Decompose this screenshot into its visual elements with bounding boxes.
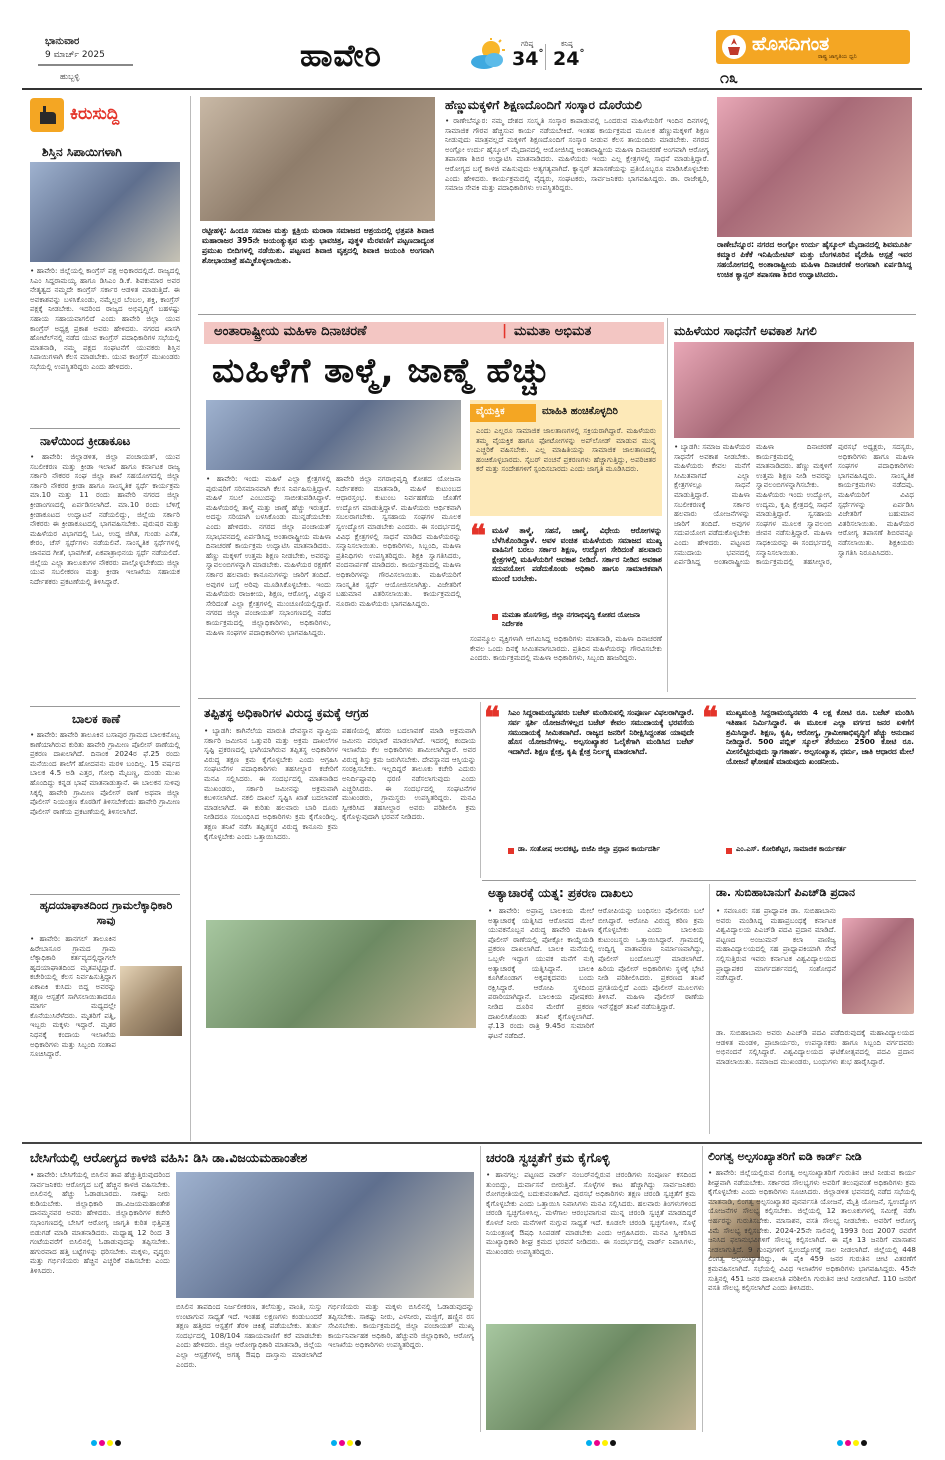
main-quote [470, 519, 662, 630]
quote-samajika-by: ಎಂ.ಎಸ್. ಕೋರಿಶೆಟ್ಟರ, ಸಾಮಾಜಿಕ ಕಾರ್ಯಕರ್ತ [736, 845, 847, 853]
arogya-photo [176, 1172, 474, 1298]
weather-max [512, 48, 543, 70]
masthead-day: ಭಾನುವಾರ [45, 36, 80, 47]
hrudaya-photo [120, 966, 182, 1036]
column-rule [190, 96, 191, 1141]
kicker-right: ಮಮತಾ ಅಭಿಮತ [514, 324, 592, 339]
weather-min [553, 48, 584, 70]
samskara-title: ಹೆಣ್ಣುಮಕ್ಕಳಿಗೆ ಶಿಕ್ಷಣದೊಂದಿಗೆ ಸಂಸ್ಕಾರ ದೊರೆಯಲಿ [445, 98, 642, 112]
kicker-sep: | [502, 323, 508, 339]
info-body: ಎಂದು ಎಲ್ಲರೂ ಸಾಮಾಜಿಕ ಜಾಲತಾಣಗಳಲ್ಲಿ ಸಕ್ರಿಯರಾಗಿದ್ದಾರೆ. ಮಹಿಳೆಯರು ತಮ್ಮ ವೈಯಕ್ತಿಕ ಹಾಗೂ ಫೋಟೋಗಳನ್ನು ಅಪ್‌ಲೋಡ್ ಮಾಡುವ ಮುನ್ನ ಎಚ್ಚರಿಕೆ ವಹಿಸಬೇಕು. ಎಲ್ಲ ಮಾಹಿತಿಯನ್ನು ಸಾಮಾಜಿಕ ಜಾಲತಾಣದಲ್ಲಿ ಹಂಚಿಕೊಳ್ಳಬಾರದು. ಸೈಬರ್ ವಂಚನೆ ಪ್ರಕರಣಗಳು ಹೆಚ್ಚಾಗುತ್ತಿದ್ದು, ಅಪರಿಚಿತರ ಕರೆ ಮತ್ತು ಸಂದೇಶಗಳಿಗೆ ಸ್ಪಂದಿಸಬಾರದು ಎಂದು ಜಾಗೃತಿ ಮೂಡಿಸಿದರು. [476, 426, 656, 474]
kirusuddi-subtitle: ಶಿಸ್ತಿನ ಸಿಪಾಯಿಗಳಾಗಿ [42, 145, 122, 159]
main-quote-text: ಮಹಿಳೆ ತಾಳ್ಮೆ, ಸಹನೆ, ಜಾಣ್ಮೆ, ವಿಧೇಯ ಆರೋಗಳನ್ನು ಬೆಳೆಸಿಕೊಂಡಿದ್ದಾಳೆ. ಅವಳ ವಂಚಿತ ಮಹಿಳೆಯರು ಸಮಾಜದ ಮುಖ್ಯ ವಾಹಿನಿಗೆ ಬರಲು ಸರ್ಕಾರ ಶಿಕ್ಷಣ, ಉದ್ಯೋಗ ಸೇರಿದಂತೆ ಹಲವಾರು ಕ್ಷೇತ್ರಗಳಲ್ಲಿ ಮಹಿಳೆಯರಿಗೆ ಅವಕಾಶ ನೀಡಿದೆ. ಸರ್ಕಾರ ನೀಡಿದ ಅವಕಾಶ ಸದುಪಯೋಗ ಪಡೆದುಕೊಂಡು ಅಧಿಕಾರಿ ಹಾಗೂ ಸಾಮಾಜಿಕವಾಗಿ ಮುಂದೆ ಬರಬೇಕು. [492, 526, 662, 583]
main-kicker [204, 322, 664, 344]
registration-dot [355, 1440, 361, 1446]
main-body-b: ಹಾವೇರಿ ಜಿಲ್ಲಾ ನಗರಾಭಿವೃದ್ಧಿ ಕೋಶದ ಯೋಜನಾ ನಿರ್ದೇಶಕರು ಮಾತನಾಡಿ, ಮಹಿಳೆ ಕುಟುಂಬದ ಆಧಾರಸ್ತಂಭ. ಕುಟುಂಬ ನಿರ್ವಹಣೆಯ ಜೊತೆಗೆ ಉದ್ಯೋಗ ಮಾಡುತ್ತಿದ್ದಾಳೆ. ಮಹಿಳೆಯರು ಆರ್ಥಿಕವಾಗಿ ಸಬಲರಾಗಬೇಕು. ಸ್ವಸಹಾಯ ಸಂಘಗಳ ಮೂಲಕ ಸ್ವಉದ್ಯೋಗ ಮಾಡಬೇಕು ಎಂದರು. ಈ ಸಂದರ್ಭದಲ್ಲಿ ವಿವಿಧ ಕ್ಷೇತ್ರಗಳಲ್ಲಿ ಸಾಧನೆ ಮಾಡಿದ ಮಹಿಳೆಯರನ್ನು ಸನ್ಮಾನಿಸಲಾಯಿತು. ಅಧಿಕಾರಿಗಳು, ಸಿಬ್ಬಂದಿ, ಮಹಿಳಾ ಪ್ರತಿನಿಧಿಗಳು ಉಪಸ್ಥಿತರಿದ್ದರು. ಶಿಕ್ಷಕಿ ಸ್ವಾಗತಿಸಿದರು, ವಂದನಾರ್ಪಣೆ ಮಾಡಿದರು. ಕಾರ್ಯಕ್ರಮದಲ್ಲಿ ಮಹಿಳಾ ಅಧಿಕಾರಿಗಳನ್ನು ಗೌರವಿಸಲಾಯಿತು. ಮಹಿಳೆಯರಿಗೆ ಸಾಂಸ್ಕೃತಿಕ ಸ್ಪರ್ಧೆ ಆಯೋಜಿಸಲಾಗಿತ್ತು. ವಿಜೇತರಿಗೆ ಬಹುಮಾನ ವಿತರಿಸಲಾಯಿತು. ಕಾರ್ಯಕ್ರಮದಲ್ಲಿ ನೂರಾರು ಮಹಿಳೆಯರು ಭಾಗವಹಿಸಿದ್ದರು. [336, 474, 461, 608]
kirusuddi-badge [30, 98, 152, 132]
registration-dot [594, 1440, 600, 1446]
krida-body: • ಹಾವೇರಿ: ಜಿಲ್ಲಾಡಳಿತ, ಜಿಲ್ಲಾ ಪಂಚಾಯತ್, ಯುವ ಸಬಲೀಕರಣ ಮತ್ತು ಕ್ರೀಡಾ ಇಲಾಖೆ ಹಾಗೂ ಕರ್ನಾಟಕ ರಾಜ್ಯ ಸರ್ಕಾರಿ ನೌಕರರ ಸಂಘ ಜಿಲ್ಲಾ ಶಾಖೆ ಸಹಯೋಗದಲ್ಲಿ ಜಿಲ್ಲಾ ಸರ್ಕಾರಿ ನೌಕರರ ಕ್ರೀಡಾ ಹಾಗೂ ಸಾಂಸ್ಕೃತಿಕ ಸ್ಪರ್ಧೆ ಕಾರ್ಯಕ್ರಮ ಮಾ.10 ಮತ್ತು 11 ರಂದು ಹಾವೇರಿ ನಗರದ ಜಿಲ್ಲಾ ಕ್ರೀಡಾಂಗಣದಲ್ಲಿ ಏರ್ಪಡಿಸಲಾಗಿದೆ. ಮಾ.10 ರಂದು ಬೆಳಿಗ್ಗೆ ಕ್ರೀಡಾಕೂಟದ ಉದ್ಘಾಟನೆ ನಡೆಯಲಿದ್ದು, ಜಿಲ್ಲೆಯ ಸರ್ಕಾರಿ ನೌಕರರು ಈ ಕ್ರೀಡಾಕೂಟದಲ್ಲಿ ಭಾಗವಹಿಸಬೇಕು. ಪುರುಷರ ಮತ್ತು ಮಹಿಳೆಯರ ವಿಭಾಗದಲ್ಲಿ ಓಟ, ಉದ್ದ ಜಿಗಿತ, ಗುಂಡು ಎಸೆತ, ಕೇರಂ, ಚೆಸ್ ಸ್ಪರ್ಧೆಗಳು ನಡೆಯಲಿವೆ. ಸಾಂಸ್ಕೃತಿಕ ಸ್ಪರ್ಧೆಗಳಲ್ಲಿ ಜಾನಪದ ಗೀತೆ, ಭಾವಗೀತೆ, ಏಕಪಾತ್ರಾಭಿನಯ ಸ್ಪರ್ಧೆ ನಡೆಯಲಿದೆ. ಜಿಲ್ಲೆಯ ಎಲ್ಲಾ ತಾಲೂಕುಗಳ ನೌಕರರು ಪಾಲ್ಗೊಳ್ಳಬೇಕೆಂದು ಜಿಲ್ಲಾ ಯುವ ಸಬಲೀಕರಣ ಮತ್ತು ಕ್ರೀಡಾ ಇಲಾಖೆಯ ಸಹಾಯಕ ನಿರ್ದೇಶಕರು ಪ್ರಕಟಣೆಯಲ್ಲಿ ತಿಳಿಸಿದ್ದಾರೆ. [30, 452, 180, 586]
main-body-a: • ಹಾವೇರಿ: ಇಂದು ಮಹಿಳೆ ಎಲ್ಲಾ ಕ್ಷೇತ್ರಗಳಲ್ಲಿ ಪುರುಷರಿಗೆ ಸರಿಸಮಾನವಾಗಿ ಕೆಲಸ ನಿರ್ವಹಿಸುತ್ತಿದ್ದಾಳೆ. ಮಹಿಳೆ ಸಬಲೆ ಎಂಬುದನ್ನು ಸಾಬೀತುಪಡಿಸಿದ್ದಾಳೆ. ಮಹಿಳೆಯರಲ್ಲಿ ತಾಳ್ಮೆ ಮತ್ತು ಜಾಣ್ಮೆ ಹೆಚ್ಚು ಇರುತ್ತದೆ. ಅದನ್ನು ಸರಿಯಾಗಿ ಬಳಸಿಕೊಂಡು ಮುನ್ನಡೆಯಬೇಕು ಎಂದು ಹೇಳಿದರು. ನಗರದ ಜಿಲ್ಲಾ ಪಂಚಾಯತ್ ಸಭಾಭವನದಲ್ಲಿ ಏರ್ಪಡಿಸಿದ್ದ ಅಂತಾರಾಷ್ಟ್ರೀಯ ಮಹಿಳಾ ದಿನಾಚರಣೆ ಕಾರ್ಯಕ್ರಮ ಉದ್ಘಾಟಿಸಿ ಮಾತನಾಡಿದರು. ಹೆಣ್ಣು ಮಕ್ಕಳಿಗೆ ಉತ್ತಮ ಶಿಕ್ಷಣ ನೀಡಬೇಕು, ಅವರನ್ನು ಸ್ವಾವಲಂಬಿಗಳನ್ನಾಗಿ ಮಾಡಬೇಕು. ಮಹಿಳೆಯರ ರಕ್ಷಣೆಗೆ ಸರ್ಕಾರ ಹಲವಾರು ಕಾನೂನುಗಳನ್ನು ಜಾರಿಗೆ ತಂದಿದೆ. ಅವುಗಳ ಬಗ್ಗೆ ಅರಿವು ಮೂಡಿಸಿಕೊಳ್ಳಬೇಕು. ಇಂದು ಮಹಿಳೆಯರು ರಾಜಕೀಯ, ಶಿಕ್ಷಣ, ಆರೋಗ್ಯ, ವಿಜ್ಞಾನ ಸೇರಿದಂತೆ ಎಲ್ಲಾ ಕ್ಷೇತ್ರಗಳಲ್ಲಿ ಮುಂಚೂಣಿಯಲ್ಲಿದ್ದಾರೆ. ನಗರದ ಜಿಲ್ಲಾ ಪಂಚಾಯತ್ ಸಭಾಂಗಣದಲ್ಲಿ ನಡೆದ ಕಾರ್ಯಕ್ರಮದಲ್ಲಿ ಜಿಲ್ಲಾಧಿಕಾರಿಗಳು, ಅಧಿಕಾರಿಗಳು, ಮಹಿಳಾ ಸಂಘಗಳ ಪದಾಧಿಕಾರಿಗಳು ಭಾಗವಹಿಸಿದ್ದರು. [206, 474, 331, 637]
registration-dot [610, 1440, 616, 1446]
weather-max-value: 34 [512, 48, 539, 70]
atyachara-body-b: ಆರೋಪಿಯನ್ನು ಬಂಧಿಸಲು ಪೊಲೀಸರು ಬಲೆ ಬೀಸಿದ್ದಾರೆ. ಆರೋಪಿ ವಿರುದ್ಧ ಕಠಿಣ ಕ್ರಮ ಕೈಗೊಳ್ಳಬೇಕು ಎಂದು ಬಾಲಕಿಯ ಕುಟುಂಬಸ್ಥರು ಒತ್ತಾಯಿಸಿದ್ದಾರೆ. ಗ್ರಾಮದಲ್ಲಿ ಉದ್ವಿಗ್ನ ವಾತಾವರಣ ನಿರ್ಮಾಣವಾಗಿದ್ದು, ಪೊಲೀಸ್ ಬಂದೋಬಸ್ತ್ ಮಾಡಲಾಗಿದೆ. ಹಿರಿಯ ಪೊಲೀಸ್ ಅಧಿಕಾರಿಗಳು ಸ್ಥಳಕ್ಕೆ ಭೇಟಿ ನೀಡಿ ಪರಿಶೀಲಿಸಿದರು. ಪ್ರಕರಣದ ತನಿಖೆ ಪ್ರಗತಿಯಲ್ಲಿದೆ ಎಂದು ಪೊಲೀಸ್ ಮೂಲಗಳು ತಿಳಿಸಿವೆ. ಮಹಿಳಾ ಪೊಲೀಸ್ ಠಾಣೆಯ ಇನ್‌ಸ್ಪೆಕ್ಟರ್ ತನಿಖೆ ನಡೆಸುತ್ತಿದ್ದಾರೆ. [598, 906, 704, 1011]
weather-icon [467, 38, 511, 72]
registration-dot [99, 1440, 105, 1446]
section-rule [482, 880, 916, 881]
hrudaya-body: • ಹಾವೇರಿ: ಹಾನಗಲ್ ತಾಲೂಕಿನ ಹಿರೇಬಾಸೂರ ಗ್ರಾಮದ ಗ್ರಾಮ ಲೆಕ್ಕಾಧಿಕಾರಿ ಕರ್ತವ್ಯದಲ್ಲಿದ್ದಾಗಲೇ ಹೃದಯಾಘಾತದಿಂದ ಮೃತಪಟ್ಟಿದ್ದಾರೆ. ಕಚೇರಿಯಲ್ಲಿ ಕೆಲಸ ನಿರ್ವಹಿಸುತ್ತಿದ್ದಾಗ ಏಕಾಏಕಿ ಕುಸಿದು ಬಿದ್ದ ಅವರನ್ನು ತಕ್ಷಣ ಆಸ್ಪತ್ರೆಗೆ ಸಾಗಿಸಲಾಯಿತಾದರೂ ಮಾರ್ಗ ಮಧ್ಯದಲ್ಲೇ ಕೊನೆಯುಸಿರೆಳೆದರು. ಮೃತರಿಗೆ ಪತ್ನಿ, ಇಬ್ಬರು ಮಕ್ಕಳು ಇದ್ದಾರೆ. ಮೃತರ ನಿಧನಕ್ಕೆ ಕಂದಾಯ ಇಲಾಖೆಯ ಅಧಿಕಾರಿಗಳು ಮತ್ತು ಸಿಬ್ಬಂದಿ ಸಂತಾಪ ಸೂಚಿಸಿದ್ದಾರೆ. [30, 934, 116, 1059]
shivaji-caption: ರಟ್ಟೀಹಳ್ಳಿ: ಹಿಂದೂ ಸಮಾಜ ಮತ್ತು ಕ್ಷತ್ರಿಯ ಮರಾಠಾ ಸಮಾಜದ ಆಶ್ರಯದಲ್ಲಿ ಛತ್ರಪತಿ ಶಿವಾಜಿ ಮಹಾರಾಜರ 395ನೇ ಜಯಂತ್ಯುತ್ಸವ ಮತ್ತು ಭಾವಚಿತ್ರ, ಪುತ್ಥಳಿ ಮೆರವಣಿಗೆ ಪಟ್ಟಣದಾದ್ಯಂತ ಪ್ರಮುಖ ಬೀದಿಗಳಲ್ಲಿ ನಡೆಯಿತು. ಪಟ್ಟಣದ ಶಿವಾಜಿ ವೃತ್ತದಲ್ಲಿ ಶಿವಾಜಿ ಜಯಂತಿ ಅಂಗವಾಗಿ ಶೋಭಾಯಾತ್ರೆ ಹಮ್ಮಿಕೊಳ್ಳಲಾಯಿತು. [202, 226, 434, 265]
tappitastha-title: ತಪ್ಪಿತಸ್ಥ ಅಧಿಕಾರಿಗಳ ವಿರುದ್ಧ ಕ್ರಮಕ್ಕೆ ಆಗ್ರಹ [204, 706, 369, 720]
tappitastha-body-b: ಪಹಣಿಯಲ್ಲಿ ಹೆಸರು ಬದಲಾವಣೆ ಮಾಡಿ ಅಕ್ರಮವಾಗಿ ಜಮೀನು ಪರಭಾರೆ ಮಾಡಲಾಗಿದೆ. ಇದರಲ್ಲಿ ಕಂದಾಯ ಇಲಾಖೆಯ ಕೆಲ ಅಧಿಕಾರಿಗಳು ಶಾಮೀಲಾಗಿದ್ದಾರೆ. ಅವರ ವಿರುದ್ಧ ಶಿಸ್ತು ಕ್ರಮ ಜರುಗಿಸಬೇಕು. ದೇವಸ್ಥಾನದ ಆಸ್ತಿಯನ್ನು ಸಂರಕ್ಷಿಸಬೇಕು. ಇಲ್ಲದಿದ್ದರೆ ತಾಲೂಕು ಕಚೇರಿ ಎದುರು ಅನಿರ್ದಿಷ್ಟಾವಧಿ ಧರಣಿ ನಡೆಸಲಾಗುವುದು ಎಂದು ಎಚ್ಚರಿಸಿದರು. ಈ ಸಂದರ್ಭದಲ್ಲಿ ಸಂಘಟನೆಗಳ ಮುಖಂಡರು, ಗ್ರಾಮಸ್ಥರು ಉಪಸ್ಥಿತರಿದ್ದರು. ಮನವಿ ಸ್ವೀಕರಿಸಿದ ತಹಸೀಲ್ದಾರ ಅವರು ಪರಿಶೀಲಿಸಿ ಕ್ರಮ ಕೈಗೊಳ್ಳುವುದಾಗಿ ಭರವಸೆ ನೀಡಿದರು. [342, 726, 476, 822]
charandi-photo [486, 1324, 696, 1430]
info-label: ವೈಯಕ್ತಿಕ [476, 406, 505, 417]
quote-samajika [702, 701, 916, 876]
registration-dot [115, 1440, 121, 1446]
info-box [470, 400, 662, 516]
kirusuddi-label: ಕಿರುಸುದ್ದಿ [70, 104, 120, 124]
arogya-title: ಬೇಸಿಗೆಯಲ್ಲಿ ಆರೋಗ್ಯದ ಕಾಳಜಿ ವಹಿಸಿ: ಡಿಸಿ ಡಾ.ವಿಜಯಮಹಾಂತೇಶ [30, 1150, 308, 1165]
women-camp-caption: ರಾಣೇಬೆನ್ನೂರ: ನಗರದ ಅಂಗ್ಲೋ ಉರ್ದು ಹೈಸ್ಕೂಲ್ ಮೈದಾನದಲ್ಲಿ ಶಿವಮೂರ್ತಿ ಕಮ್ಮಾರ ಪಿಕೆಕೆ ಇನಿಷಿಯೇಟಿವ್ ಮತ್ತು ಬೆಂಗಳೂರಿನ ವೈದೇಹಿ ಆಸ್ಪತ್ರೆ ಇವರ ಸಹಯೋಗದಲ್ಲಿ ಅಂತಾರಾಷ್ಟ್ರೀಯ ಮಹಿಳಾ ದಿನಾಚರಣೆ ಅಂಗವಾಗಿ ಏರ್ಪಡಿಸಿದ್ದ ಉಚಿತ ಕ್ಯಾನ್ಸರ್ ತಪಾಸಣಾ ಶಿಬಿರ ಉದ್ಘಾಟಿಸಿದರು. [717, 240, 912, 279]
registration-dot [107, 1440, 113, 1446]
sadhane-photo [674, 342, 914, 438]
lingatva-title: ಲಿಂಗತ್ವ ಅಲ್ಪಸಂಖ್ಯಾತರಿಗೆ ಐಡಿ ಕಾರ್ಡ್ ನೀಡಿ [708, 1150, 862, 1163]
lingatva-body: • ಹಾವೇರಿ: ಜಿಲ್ಲೆಯಲ್ಲಿರುವ ಲಿಂಗತ್ವ ಅಲ್ಪಸಂಖ್ಯಾತರಿಗೆ ಗುರುತಿನ ಚೀಟಿ ನೀಡುವ ಕಾರ್ಯ ಶೀಘ್ರವಾಗಿ ನಡೆಯಬೇಕು. ಸರ್ಕಾರದ ಸೌಲಭ್ಯಗಳು ಅವರಿಗೆ ತಲುಪುವಂತೆ ಅಧಿಕಾರಿಗಳು ಕ್ರಮ ಕೈಗೊಳ್ಳಬೇಕು ಎಂದು ಅಧಿಕಾರಿಗಳು ಸೂಚಿಸಿದರು. ಜಿಲ್ಲಾಡಳಿತ ಭವನದಲ್ಲಿ ನಡೆದ ಸಭೆಯಲ್ಲಿ ಮಾತನಾಡಿ, ಲಿಂಗತ್ವ ಅಲ್ಪಸಂಖ್ಯಾತರ ಪುನರ್ವಸತಿ ಯೋಜನೆ, ಮೈತ್ರಿ ಯೋಜನೆ, ಸ್ವಉದ್ಯೋಗ ಯೋಜನೆಗಳ ಸೌಲಭ್ಯ ಕಲ್ಪಿಸಬೇಕು. ಜಿಲ್ಲೆಯಲ್ಲಿ 12 ತಾಲೂಕುಗಳಲ್ಲಿ ಸಮೀಕ್ಷೆ ನಡೆಸಿ ಅರ್ಹರನ್ನು ಗುರುತಿಸಬೇಕು. ಮಾಸಾಶನ, ವಸತಿ ಸೌಲಭ್ಯ ನೀಡಬೇಕು. ಅವರಿಗೆ ಆರೋಗ್ಯ ವಿಮೆ ಸೌಲಭ್ಯ ಕಲ್ಪಿಸಬೇಕು. 2024-25ನೇ ಸಾಲಿನಲ್ಲಿ 1993 ರಿಂದ 2007 ರವರೆಗೆ ಜನಿಸಿದ ಫಲಾನುಭವಿಗಳಿಗೆ ಸೌಲಭ್ಯ ಕಲ್ಪಿಸಲಾಗಿದೆ. ಈ ಪೈಕಿ 13 ಜನರಿಗೆ ಮಾಸಾಶನ ನೀಡಲಾಗುತ್ತಿದೆ. 9 ಗುಂಪುಗಳಿಗೆ ಸ್ವಉದ್ಯೋಗಕ್ಕೆ ಸಾಲ ನೀಡಲಾಗಿದೆ. ಜಿಲ್ಲೆಯಲ್ಲಿ 448 ಲಿಂಗತ್ವ ಅಲ್ಪಸಂಖ್ಯಾತರಿದ್ದು, ಈ ಪೈಕಿ 459 ಜನರ ಗುರುತಿನ ಚೀಟಿ ವಿತರಣೆಗೆ ಕ್ರಮವಹಿಸಲಾಗಿದೆ. ಸಭೆಯಲ್ಲಿ ವಿವಿಧ ಇಲಾಖೆಗಳ ಅಧಿಕಾರಿಗಳು ಭಾಗವಹಿಸಿದ್ದರು. 45ನೇ ಸುತ್ತಿನಲ್ಲಿ 451 ಜನರ ದಾಖಲಾತಿ ಪರಿಶೀಲಿಸಿ ಗುರುತಿನ ಚೀಟಿ ನೀಡಲಾಗಿದೆ. 110 ಜನರಿಗೆ ವಸತಿ ಸೌಲಭ್ಯ ಕಲ್ಪಿಸಲಾಗಿದೆ ಎಂದು ತಿಳಿಸಿದರು. [708, 1168, 916, 1293]
divider [30, 894, 180, 895]
quote-samajika-text: ಮುಖ್ಯಮಂತ್ರಿ ಸಿದ್ದರಾಮಯ್ಯನವರು 4 ಲಕ್ಷ ಕೋಟಿ ರೂ. ಬಜೆಟ್ ಮಂಡಿಸಿ ಇತಿಹಾಸ ನಿರ್ಮಿಸಿದ್ದಾರೆ. ಈ ಮೂಲಕ ಎಲ್ಲಾ ವರ್ಗದ ಜನರ ಏಳಿಗೆಗೆ ಶ್ರಮಿಸಿದ್ದಾರೆ. ಶಿಕ್ಷಣ, ಕೃಷಿ, ಆರೋಗ್ಯ, ಗ್ರಾಮೀಣಾಭಿವೃದ್ಧಿಗೆ ಹೆಚ್ಚು ಅನುದಾನ ನೀಡಿದ್ದಾರೆ. 500 ಪಬ್ಲಿಕ್ ಸ್ಕೂಲ್ ತೆರೆಯಲು 2500 ಕೋಟಿ ರೂ. ಮೀಸಲಿಟ್ಟಿರುವುದು ಸ್ವಾಗತಾರ್ಹ. ಅಲ್ಪಸಂಖ್ಯಾತ, ಧರ್ಮ, ಜಾತಿ ಆಧಾರದ ಮೇಲೆ ಯೋಜನೆ ಘೋಷಣೆ ಮಾಡುವುದು ಖಂಡನೀಯ. [726, 708, 914, 766]
section-rule [22, 1142, 922, 1144]
atyachara-body-a: • ಹಾವೇರಿ: ಅಪ್ರಾಪ್ತ ಬಾಲಕಿಯ ಮೇಲೆ ಅತ್ಯಾಚಾರಕ್ಕೆ ಯತ್ನಿಸಿದ ಆರೋಪದ ಮೇಲೆ ಯುವಕನೊಬ್ಬನ ವಿರುದ್ಧ ಹಾವೇರಿ ಮಹಿಳಾ ಪೊಲೀಸ್ ಠಾಣೆಯಲ್ಲಿ ಪೋಕ್ಸೋ ಕಾಯ್ದೆಯಡಿ ಪ್ರಕರಣ ದಾಖಲಾಗಿದೆ. ಬಾಲಕಿ ಮನೆಯಲ್ಲಿ ಒಬ್ಬಳೇ ಇದ್ದಾಗ ಯುವಕ ಮನೆಗೆ ನುಗ್ಗಿ ಅತ್ಯಾಚಾರಕ್ಕೆ ಯತ್ನಿಸಿದ್ದಾನೆ. ಬಾಲಕಿ ಕೂಗಿಕೊಂಡಾಗ ಅಕ್ಕಪಕ್ಕದವರು ಬಂದು ರಕ್ಷಿಸಿದ್ದಾರೆ. ಆರೋಪಿ ಸ್ಥಳದಿಂದ ಪರಾರಿಯಾಗಿದ್ದಾನೆ. ಬಾಲಕಿಯ ಪೋಷಕರು ನೀಡಿದ ದೂರಿನ ಮೇರೆಗೆ ಪ್ರಕರಣ ದಾಖಲಿಸಿಕೊಂಡು ತನಿಖೆ ಕೈಗೊಳ್ಳಲಾಗಿದೆ. ಫೆ.13 ರಂದು ರಾತ್ರಿ 9.45ರ ಸುಮಾರಿಗೆ ಘಟನೆ ನಡೆದಿದೆ. [488, 906, 594, 1040]
registration-dot [586, 1440, 592, 1446]
edition-title: ಹಾವೇರಿ [300, 38, 382, 74]
kirusuddi-body: • ಹಾವೇರಿ: ಜಿಲ್ಲೆಯಲ್ಲಿ ಕಾಂಗ್ರೆಸ್ ಪಕ್ಷ ಅಧಿಕಾರದಲ್ಲಿದೆ. ರಾಜ್ಯದಲ್ಲಿ ಸಿಎಂ ಸಿದ್ದರಾಮಯ್ಯ ಹಾಗೂ ಡಿಸಿಎಂ ಡಿ.ಕೆ. ಶಿವಕುಮಾರ ಅವರ ನೇತೃತ್ವದ ನಮ್ಮದೇ ಕಾಂಗ್ರೆಸ್ ಸರ್ಕಾರ ಆಡಳಿತ ಮಾಡುತ್ತಿದೆ. ಈ ಅವಕಾಶವನ್ನು ಬಳಸಿಕೊಂಡು, ನಮ್ಮೆಲ್ಲರ ಬೆಂಬಲ, ಶಕ್ತಿ, ಕಾಂಗ್ರೆಸ್ ಪಕ್ಷಕ್ಕೆ ನೀಡಬೇಕು. ಇದರಿಂದ ರಾಜ್ಯದ ಅಭಿವೃದ್ಧಿಗೆ ಬಹಳಷ್ಟು ಸಹಾಯ ಸಹಾಯವಾಗಲಿದೆ ಎಂದು ಹಾವೇರಿ ಜಿಲ್ಲಾ ಯುವ ಕಾಂಗ್ರೆಸ್ ಅಧ್ಯಕ್ಷ ಪ್ರಕಾಶ ಅವರು ಹೇಳಿದರು. ನಗರದ ಖಾಸಗಿ ಹೋಟೆಲ್‌ನಲ್ಲಿ ನಡೆದ ಯುವ ಕಾಂಗ್ರೆಸ್ ಪದಾಧಿಕಾರಿಗಳ ಸಭೆಯಲ್ಲಿ ಮಾತನಾಡಿ, ನಮ್ಮ ಪಕ್ಷದ ಸಂಘಟನೆಗೆ ಯುವಕರು ಶಿಸ್ತಿನ ಸಿಪಾಯಿಗಳಾಗಿ ಕೆಲಸ ಮಾಡಬೇಕು. ಯುವ ಕಾಂಗ್ರೆಸ್ ಮುಖಂಡರು ಸಭೆಯಲ್ಲಿ ಉಪಸ್ಥಿತರಿದ್ದರು ಎಂದು ಹೇಳಿದರು. [30, 266, 180, 371]
column-rule [480, 702, 481, 878]
weather-sep [545, 44, 546, 70]
tappitastha-body-a: • ಬ್ಯಾಡಗಿ: ಕಾಗಿನೆಲೆಯ ಮಾರುತಿ ದೇವಸ್ಥಾನ ವ್ಯಾಪ್ತಿಯ ಸರ್ಕಾರಿ ಜಮೀನಿನ ಒತ್ತುವರಿ ಮತ್ತು ಅಕ್ರಮ ದಾಖಲೆಗಳ ಸೃಷ್ಟಿ ಪ್ರಕರಣದಲ್ಲಿ ಭಾಗಿಯಾಗಿರುವ ತಪ್ಪಿತಸ್ಥ ಅಧಿಕಾರಿಗಳ ವಿರುದ್ಧ ತಕ್ಷಣ ಕ್ರಮ ಕೈಗೊಳ್ಳಬೇಕು ಎಂದು ಆಗ್ರಹಿಸಿ ಸಂಘಟನೆಗಳ ಪದಾಧಿಕಾರಿಗಳು ತಹಸೀಲ್ದಾರ ಕಚೇರಿಗೆ ಮನವಿ ಸಲ್ಲಿಸಿದರು. ಈ ಸಂದರ್ಭದಲ್ಲಿ ಮಾತನಾಡಿದ ಮುಖಂಡರು, ಸರ್ಕಾರಿ ಜಮೀನನ್ನು ಅಕ್ರಮವಾಗಿ ಕಬಳಿಸಲಾಗಿದೆ. ನಕಲಿ ದಾಖಲೆ ಸೃಷ್ಟಿಸಿ ಖಾತೆ ಬದಲಾವಣೆ ಮಾಡಲಾಗಿದೆ. ಈ ಕುರಿತು ಹಲವಾರು ಬಾರಿ ದೂರು ನೀಡಿದರೂ ಸಂಬಂಧಿಸಿದ ಅಧಿಕಾರಿಗಳು ಕ್ರಮ ಕೈಗೊಂಡಿಲ್ಲ. ತಕ್ಷಣ ತನಿಖೆ ನಡೆಸಿ ತಪ್ಪಿತಸ್ಥರ ವಿರುದ್ಧ ಕಾನೂನು ಕ್ರಮ ಕೈಗೊಳ್ಳಬೇಕು ಎಂದು ಒತ್ತಾಯಿಸಿದರು. [204, 726, 338, 841]
section-rule [198, 698, 916, 699]
paper-logo-icon [722, 35, 746, 59]
print-registration-marks [90, 1440, 122, 1446]
registration-dot [347, 1440, 353, 1446]
quote-icon: ❝ [702, 701, 719, 736]
quote-bjp-text: ಸಿಎಂ ಸಿದ್ದರಾಮಯ್ಯನವರು ಬಜೆಟ್ ಮಂಡಿಸುವಲ್ಲಿ ಸಂಪೂರ್ಣ ವಿಫಲರಾಗಿದ್ದಾರೆ. ಸರ್ವ ಸ್ಪರ್ಶಿ ಯೋಜನೆಗಳಿಲ್ಲದ ಬಜೆಟ್ ಕೇವಲ ಸಮುದಾಯಕ್ಕೆ ಭರವಸೆಯ ಸಮುದಾಯಕ್ಕೆ ಸೀಮಿತವಾಗಿದೆ. ರಾಜ್ಯದ ಜನರಿಗೆ ನಿರೀಕ್ಷಿಸಿದ್ದಂತಹ ಯಾವುದೇ ಹೊಸ ಯೋಜನೆಗಳಿಲ್ಲ. ಅಲ್ಪಸಂಖ್ಯಾತರ ಓಲೈಕೆಗಾಗಿ ಮಂಡಿಸಿದ ಬಜೆಟ್ ಇದಾಗಿದೆ. ಶಿಕ್ಷಣ ಕ್ಷೇತ್ರ, ಕೃಷಿ ಕ್ಷೇತ್ರ ನಿರ್ಲಕ್ಷ್ಯ ಮಾಡಲಾಗಿದೆ. [508, 708, 694, 757]
registration-dot [602, 1440, 608, 1446]
registration-dot [845, 1440, 851, 1446]
masthead [0, 0, 945, 92]
baala-body: • ಹಾವೇರಿ: ಹಾವೇರಿ ತಾಲೂಕಿನ ಬಸಾಪುರ ಗ್ರಾಮದ ಬಾಲಕನೊಬ್ಬ ಕಾಣೆಯಾಗಿರುವ ಕುರಿತು ಹಾವೇರಿ ಗ್ರಾಮೀಣ ಪೊಲೀಸ್ ಠಾಣೆಯಲ್ಲಿ ಪ್ರಕರಣ ದಾಖಲಾಗಿದೆ. ದಿನಾಂಕ 2024ರ ಫೆ.25 ರಂದು ಮನೆಯಿಂದ ಶಾಲೆಗೆ ಹೋದವನು ಮರಳಿ ಬಂದಿಲ್ಲ. 15 ವರ್ಷದ ಬಾಲಕ 4.5 ಅಡಿ ಎತ್ತರ, ಗೋಧಿ ಮೈಬಣ್ಣ, ದುಂಡು ಮುಖ ಹೊಂದಿದ್ದು ಕನ್ನಡ ಭಾಷೆ ಮಾತನಾಡುತ್ತಾನೆ. ಈ ಬಾಲಕನ ಸುಳಿವು ಸಿಕ್ಕಲ್ಲಿ ಹಾವೇರಿ ಗ್ರಾಮೀಣ ಪೊಲೀಸ್ ಠಾಣೆ ಅಥವಾ ಜಿಲ್ಲಾ ಪೊಲೀಸ್ ನಿಯಂತ್ರಣ ಕೊಠಡಿಗೆ ತಿಳಿಸಬೇಕೆಂದು ಹಾವೇರಿ ಗ್ರಾಮೀಣ ಪೊಲೀಸ್ ಠಾಣೆಯ ಪ್ರಕಟಣೆಯಲ್ಲಿ ತಿಳಿಸಲಾಗಿದೆ. [30, 730, 180, 816]
registration-dot [861, 1440, 867, 1446]
masthead-divider [38, 64, 133, 66]
main-photo [206, 400, 461, 470]
main-quote-by: ಮಮತಾ ಹೊಸಗೌಡ್ರ, ಜಿಲ್ಲಾ ನಗರಾಭಿವೃದ್ಧಿ ಕೋಶದ ಯೋಜನಾ ನಿರ್ದೇಶಕಿ [502, 611, 641, 628]
registration-dot [339, 1440, 345, 1446]
section-rule [198, 314, 916, 315]
divider [30, 706, 180, 707]
arogya-body-c: ಗರ್ಭಿಣಿಯರು ಮತ್ತು ಮಕ್ಕಳು ಬಿಸಿಲಿನಲ್ಲಿ ಓಡಾಡುವುದನ್ನು ತಪ್ಪಿಸಬೇಕು. ಸಾಕಷ್ಟು ನೀರು, ಎಳನೀರು, ಮಜ್ಜಿಗೆ, ಹಣ್ಣಿನ ರಸ ಸೇವಿಸಬೇಕು. ಕಾರ್ಯಕ್ರಮದಲ್ಲಿ ಜಿಲ್ಲಾ ಪಂಚಾಯತ್ ಮುಖ್ಯ ಕಾರ್ಯನಿರ್ವಾಹಕ ಅಧಿಕಾರಿ, ಹೆಚ್ಚುವರಿ ಜಿಲ್ಲಾಧಿಕಾರಿ, ಆರೋಗ್ಯ ಇಲಾಖೆಯ ಅಧಿಕಾರಿಗಳು ಉಪಸ್ಥಿತರಿದ್ದರು. [328, 1302, 474, 1350]
paper-tagline: ರಾಷ್ಟ್ರ ಜಾಗೃತಿಯ ಧ್ವನಿ [818, 54, 857, 60]
sadhane-body: • ಬ್ಯಾಡಗಿ: ಸಮಾಜ ಮಹಿಳೆಯರ ಸಾಧನೆಗೆ ಅವಕಾಶ ನೀಡಬೇಕು. ಮಹಿಳೆಯರು ಕೇವಲ ಮನೆಗೆ ಸೀಮಿತವಾಗದೆ ಎಲ್ಲಾ ಕ್ಷೇತ್ರಗಳಲ್ಲೂ ಸಾಧನೆ ಮಾಡುತ್ತಿದ್ದಾರೆ. ಮಹಿಳಾ ಸಬಲೀಕರಣಕ್ಕೆ ಸರ್ಕಾರ ಹಲವಾರು ಯೋಜನೆಗಳನ್ನು ಜಾರಿಗೆ ತಂದಿದೆ. ಅವುಗಳ ಸದುಪಯೋಗ ಪಡೆದುಕೊಳ್ಳಬೇಕು ಎಂದು ಹೇಳಿದರು. ಪಟ್ಟಣದ ಸಮುದಾಯ ಭವನದಲ್ಲಿ ಏರ್ಪಡಿಸಿದ್ದ ಅಂತಾರಾಷ್ಟ್ರೀಯ ಮಹಿಳಾ ದಿನಾಚರಣೆ ಕಾರ್ಯಕ್ರಮದಲ್ಲಿ ಮಾತನಾಡಿದರು. ಹೆಣ್ಣು ಮಕ್ಕಳಿಗೆ ಉತ್ತಮ ಶಿಕ್ಷಣ ನೀಡಿ ಅವರನ್ನು ಸ್ವಾವಲಂಬಿಗಳನ್ನಾಗಿಸಬೇಕು. ಮಹಿಳೆಯರು ಇಂದು ಉದ್ಯೋಗ, ಉದ್ಯಮ, ಕೃಷಿ ಕ್ಷೇತ್ರದಲ್ಲಿ ಸಾಧನೆ ಮಾಡುತ್ತಿದ್ದಾರೆ. ಸ್ವಸಹಾಯ ಸಂಘಗಳ ಮೂಲಕ ಸ್ವಾವಲಂಬಿ ಜೀವನ ನಡೆಸುತ್ತಿದ್ದಾರೆ. ಮಹಿಳಾ ಸಾಧಕಿಯರನ್ನು ಈ ಸಂದರ್ಭದಲ್ಲಿ ಸನ್ಮಾನಿಸಲಾಯಿತು. ಕಾರ್ಯಕ್ರಮದಲ್ಲಿ ತಹಸೀಲ್ದಾರ, ಪುರಸಭೆ ಅಧ್ಯಕ್ಷರು, ಸದಸ್ಯರು, ಅಧಿಕಾರಿಗಳು ಹಾಗೂ ಮಹಿಳಾ ಸಂಘಗಳ ಪದಾಧಿಕಾರಿಗಳು ಭಾಗವಹಿಸಿದ್ದರು. ಸಾಂಸ್ಕೃತಿಕ ಕಾರ್ಯಕ್ರಮಗಳು ನಡೆದವು. ಮಹಿಳೆಯರಿಗೆ ವಿವಿಧ ಸ್ಪರ್ಧೆಗಳನ್ನು ಏರ್ಪಡಿಸಿ ವಿಜೇತರಿಗೆ ಬಹುಮಾನ ವಿತರಿಸಲಾಯಿತು. ಮಹಿಳೆಯರ ಆರೋಗ್ಯ ತಪಾಸಣೆ ಶಿಬಿರವನ್ನೂ ನಡೆಸಲಾಯಿತು. ಶಿಕ್ಷಕಿಯರು ಸ್ವಾಗತಿಸಿ ನಿರೂಪಿಸಿದರು. [674, 442, 914, 567]
print-registration-marks [585, 1440, 617, 1446]
main-headline: ಮಹಿಳೆಗೆ ತಾಳ್ಮೆ, ಜಾಣ್ಮೆ ಹೆಚ್ಚು [212, 351, 551, 391]
paper-logo [716, 30, 910, 64]
registration-dot [837, 1440, 843, 1446]
tappitastha-photo [206, 920, 476, 1028]
phd-photo [842, 918, 914, 1014]
quote-bjp [484, 701, 696, 876]
kirusuddi-photo [30, 162, 180, 262]
atyachara-title: ಅತ್ಯಾಚಾರಕ್ಕೆ ಯತ್ನ: ಪ್ರಕರಣ ದಾಖಲು [488, 886, 633, 900]
charandi-body: • ಹಾನಗಲ್ಲ: ಪಟ್ಟಣದ ವಾರ್ಡ್ ನಂಬರ್‌ನಲ್ಲಿರುವ ಚರಂಡಿಗಳು ಸಂಪೂರ್ಣ ಕಸದಿಂದ ತುಂಬಿದ್ದು, ದುರ್ವಾಸನೆ ಬೀರುತ್ತಿವೆ. ಸೊಳ್ಳೆಗಳ ಕಾಟ ಹೆಚ್ಚಾಗಿದ್ದು ಸಾರ್ವಜನಿಕರು ರೋಗಭೀತಿಯಲ್ಲಿ ಬದುಕುವಂತಾಗಿದೆ. ಪುರಸಭೆ ಅಧಿಕಾರಿಗಳು ತಕ್ಷಣ ಚರಂಡಿ ಸ್ವಚ್ಛತೆಗೆ ಕ್ರಮ ಕೈಗೊಳ್ಳಬೇಕು ಎಂದು ಒತ್ತಾಯಿಸಿ ನಿವಾಸಿಗಳು ಮನವಿ ಸಲ್ಲಿಸಿದರು. ಹಲವಾರು ತಿಂಗಳುಗಳಿಂದ ಚರಂಡಿ ಸ್ವಚ್ಛಗೊಳಿಸಿಲ್ಲ. ಮಳೆಗಾಲ ಆರಂಭವಾಗುವ ಮುನ್ನ ಚರಂಡಿ ಸ್ವಚ್ಛತೆ ಮಾಡದಿದ್ದರೆ ಕೊಳಚೆ ನೀರು ಮನೆಗಳಿಗೆ ನುಗ್ಗುವ ಸಾಧ್ಯತೆ ಇದೆ. ಕೂಡಲೇ ಚರಂಡಿ ಸ್ವಚ್ಛಗೊಳಿಸಿ, ಸೊಳ್ಳೆ ನಿಯಂತ್ರಣಕ್ಕೆ ಔಷಧಿ ಸಿಂಪಡಣೆ ಮಾಡಬೇಕು ಎಂದು ಆಗ್ರಹಿಸಿದರು. ಮನವಿ ಸ್ವೀಕರಿಸಿದ ಮುಖ್ಯಾಧಿಕಾರಿ ಶೀಘ್ರ ಕ್ರಮದ ಭರವಸೆ ನೀಡಿದರು. ಈ ಸಂದರ್ಭದಲ್ಲಿ ವಾರ್ಡ್ ನಿವಾಸಿಗಳು, ಮುಖಂಡರು ಉಪಸ್ಥಿತರಿದ್ದರು. [486, 1170, 696, 1256]
print-registration-marks [330, 1440, 362, 1446]
quote-icon: ❝ [470, 519, 487, 554]
column-rule [709, 884, 710, 1134]
phd-body-a: • ಸವಣೂರ: ಸಹ ಪ್ರಾಧ್ಯಾಪಕಿ ಡಾ. ಸುಬಿಹಾಬಾನು ಅವರು ಮಂಡಿಸಿದ್ದ ಮಹಾಪ್ರಬಂಧಕ್ಕೆ ಕರ್ನಾಟಕ ವಿಶ್ವವಿದ್ಯಾಲಯ ಪಿಎಚ್‌ಡಿ ಪದವಿ ಪ್ರದಾನ ಮಾಡಿದೆ. ಪಟ್ಟಣದ ಅಂಜುಮನ್ ಕಲಾ ವಾಣಿಜ್ಯ ಮಹಾವಿದ್ಯಾಲಯದಲ್ಲಿ ಸಹ ಪ್ರಾಧ್ಯಾಪಕಿಯಾಗಿ ಸೇವೆ ಸಲ್ಲಿಸುತ್ತಿರುವ ಇವರು ಕರ್ನಾಟಕ ವಿಶ್ವವಿದ್ಯಾಲಯದ ಪ್ರಾಧ್ಯಾಪಕರ ಮಾರ್ಗದರ್ಶನದಲ್ಲಿ ಸಂಶೋಧನೆ ನಡೆಸಿದ್ದಾರೆ. [716, 906, 836, 983]
masthead-date: 9 ಮಾರ್ಚ್ 2025 [45, 50, 105, 60]
info-title: ಮಾಹಿತಿ ಹಂಚಿಕೊಳ್ಳದಿರಿ [542, 406, 618, 417]
phd-body-b: ಡಾ. ಸುಬಿಹಾಬಾನು ಅವರು ಪಿಎಚ್‌ಡಿ ಪದವಿ ಪಡೆದಿರುವುದಕ್ಕೆ ಮಹಾವಿದ್ಯಾಲಯದ ಆಡಳಿತ ಮಂಡಳಿ, ಪ್ರಾಚಾರ್ಯರು, ಉಪನ್ಯಾಸಕರು ಹಾಗೂ ಸಿಬ್ಬಂದಿ ವರ್ಗದವರು ಅಭಿನಂದನೆ ಸಲ್ಲಿಸಿದ್ದಾರೆ. ವಿಶ್ವವಿದ್ಯಾಲಯದ ಘಟಿಕೋತ್ಸವದಲ್ಲಿ ಪದವಿ ಪ್ರದಾನ ಮಾಡಲಾಯಿತು. ಸಮಾಜದ ಮುಖಂಡರು, ಬಂಧುಗಳು ಶುಭ ಹಾರೈಸಿದ್ದಾರೆ. [716, 1028, 914, 1066]
baala-title: ಬಾಲಕ ಕಾಣೆ [72, 712, 121, 726]
arogya-body-b: ಬಿಸಿಲಿನ ತಾಪದಿಂದ ನಿರ್ಜಲೀಕರಣ, ತಲೆಸುತ್ತು, ವಾಂತಿ, ಸುಸ್ತು ಉಂಟಾಗುವ ಸಾಧ್ಯತೆ ಇದೆ. ಇಂತಹ ಲಕ್ಷಣಗಳು ಕಂಡುಬಂದರೆ ತಕ್ಷಣ ಹತ್ತಿರದ ಆಸ್ಪತ್ರೆಗೆ ತೆರಳಿ ಚಿಕಿತ್ಸೆ ಪಡೆಯಬೇಕು. ತುರ್ತು ಸಂದರ್ಭದಲ್ಲಿ 108/104 ಸಹಾಯವಾಣಿಗೆ ಕರೆ ಮಾಡಬೇಕು ಎಂದು ಹೇಳಿದರು. ಜಿಲ್ಲಾ ಆರೋಗ್ಯಾಧಿಕಾರಿ ಮಾತನಾಡಿ, ಜಿಲ್ಲೆಯ ಎಲ್ಲಾ ಆಸ್ಪತ್ರೆಗಳಲ್ಲಿ ಅಗತ್ಯ ಔಷಧಿ ದಾಸ್ತಾನು ಮಾಡಲಾಗಿದೆ ಎಂದರು. [176, 1302, 322, 1369]
weather-min-value: 24 [553, 48, 580, 70]
registration-dot [91, 1440, 97, 1446]
krida-title: ನಾಳೆಯಿಂದ ಕ್ರೀಡಾಕೂಟ [40, 434, 131, 448]
kicker-left: ಅಂತಾರಾಷ್ಟ್ರೀಯ ಮಹಿಳಾ ದಿನಾಚರಣೆ [214, 324, 367, 339]
column-rule [480, 1146, 481, 1432]
quote-by-marker [726, 848, 732, 854]
arogya-body-a: • ಹಾವೇರಿ: ಬೇಸಿಗೆಯಲ್ಲಿ ಬಿಸಿಲಿನ ತಾಪ ಹೆಚ್ಚುತ್ತಿರುವುದರಿಂದ ಸಾರ್ವಜನಿಕರು ಆರೋಗ್ಯದ ಬಗ್ಗೆ ಹೆಚ್ಚಿನ ಕಾಳಜಿ ವಹಿಸಬೇಕು. ಬಿಸಿಲಿನಲ್ಲಿ ಹೆಚ್ಚು ಓಡಾಡಬಾರದು. ಸಾಕಷ್ಟು ನೀರು ಕುಡಿಯಬೇಕು. ಜಿಲ್ಲಾಧಿಕಾರಿ ಡಾ.ವಿಜಯಮಹಾಂತೇಶ ದಾನಮ್ಮನವರ ಅವರು ಹೇಳಿದರು. ಜಿಲ್ಲಾಧಿಕಾರಿಗಳ ಕಚೇರಿ ಸಭಾಂಗಣದಲ್ಲಿ ಬೇಸಿಗೆ ಆರೋಗ್ಯ ಜಾಗೃತಿ ಕುರಿತ ಭಿತ್ತಿಪತ್ರ ಬಿಡುಗಡೆ ಮಾಡಿ ಮಾತನಾಡಿದರು. ಮಧ್ಯಾಹ್ನ 12 ರಿಂದ 3 ಗಂಟೆಯವರೆಗೆ ಬಿಸಿಲಿನಲ್ಲಿ ಓಡಾಡುವುದನ್ನು ತಪ್ಪಿಸಬೇಕು. ಹಗುರವಾದ ಹತ್ತಿ ಬಟ್ಟೆಗಳನ್ನು ಧರಿಸಬೇಕು. ಮಕ್ಕಳು, ವೃದ್ಧರು ಮತ್ತು ಗರ್ಭಿಣಿಯರು ಹೆಚ್ಚಿನ ಎಚ್ಚರಿಕೆ ವಹಿಸಬೇಕು ಎಂದು ತಿಳಿಸಿದರು. [30, 1170, 170, 1275]
masthead-rule [22, 88, 922, 90]
quote-by-marker [508, 848, 514, 854]
page-number: ೧೩ [720, 68, 738, 87]
quote-icon: ❝ [484, 701, 501, 736]
masthead-place: ಹುಬ್ಬಳ್ಳಿ [60, 72, 80, 81]
weather-max-label: ಗರಿಷ್ಠ [521, 40, 534, 48]
charandi-title: ಚರಂಡಿ ಸ್ವಚ್ಛತೆಗೆ ಕ್ರಮ ಕೈಗೊಳ್ಳಿ [486, 1150, 610, 1165]
weather-min-label: ಕನಿಷ್ಠ [561, 40, 573, 48]
registration-dot [331, 1440, 337, 1446]
hand-icon [30, 98, 64, 132]
print-registration-marks [836, 1440, 868, 1446]
sadhane-title: ಮಹಿಳೆಯರ ಸಾಧನೆಗೆ ಅವಕಾಶ ಸಿಗಲಿ [674, 324, 817, 338]
quote-by-marker [492, 614, 498, 620]
column-rule [702, 1146, 703, 1432]
column-rule [667, 318, 668, 692]
quote-bjp-by: ಡಾ. ಸಂತೋಷ ಆಲದಕಟ್ಟಿ, ಬಿಜೆಪಿ ಜಿಲ್ಲಾ ಪ್ರಧಾನ ಕಾರ್ಯದರ್ಶಿ [518, 845, 660, 853]
paper-name: ಹೊಸದಿಗಂತ [752, 33, 830, 55]
registration-dot [853, 1440, 859, 1446]
main-body-c: ಸಂಪನ್ಮೂಲ ವ್ಯಕ್ತಿಗಳಾಗಿ ಆಗಮಿಸಿದ್ದ ಅಧಿಕಾರಿಗಳು ಮಾತನಾಡಿ, ಮಹಿಳಾ ದಿನಾಚರಣೆ ಕೇವಲ ಒಂದು ದಿನಕ್ಕೆ ಸೀಮಿತವಾಗಬಾರದು. ಪ್ರತಿದಿನ ಮಹಿಳೆಯರನ್ನು ಗೌರವಿಸಬೇಕು ಎಂದರು. ಕಾರ್ಯಕ್ರಮದಲ್ಲಿ ಮಹಿಳಾ ಅಧಿಕಾರಿಗಳು, ಸಿಬ್ಬಂದಿ ಹಾಜರಿದ್ದರು. [470, 634, 662, 663]
samskara-body: • ರಾಣೇಬೆನ್ನೂರ: ನಮ್ಮ ದೇಶದ ಸಂಸ್ಕೃತಿ ಸಂಸ್ಕಾರ ಕಾಪಾಡುವಲ್ಲಿ ಒಂದರುವ ಮಹಿಳೆಯರಿಗೆ ಇಂದಿನ ದಿನಗಳಲ್ಲಿ ಸಾಮಾಜಿಕ ಗೌರವ ಹೆಚ್ಚಿಸುವ ಕಾರ್ಯ ನಡೆಯಬೇಕಿದೆ. ಇಂತಹ ಕಾರ್ಯಕ್ರಮದ ಮೂಲಕ ಹೆಣ್ಣುಮಕ್ಕಳಿಗೆ ಶಿಕ್ಷಣ ನೀಡುವುದು ಮಾತ್ರವಲ್ಲದೆ ಮಕ್ಕಳಿಗೆ ಶಿಕ್ಷಣದೊಂದಿಗೆ ಸಂಸ್ಕಾರ ನೀಡುವ ಕೆಲಸ ತಾಯಂದಿರು ಮಾಡಬೇಕು. ನಗರದ ಅಂಗ್ಲೋ ಉರ್ದು ಹೈಸ್ಕೂಲ್ ಮೈದಾನದಲ್ಲಿ ಆಯೋಜಿಸಿದ್ದ ಅಂತಾರಾಷ್ಟ್ರೀಯ ಮಹಿಳಾ ದಿನಾಚರಣೆ ಅಂಗವಾಗಿ ಆರೋಗ್ಯ ತಪಾಸಣಾ ಶಿಬಿರ ಉದ್ಘಾಟಿಸಿ ಮಾತನಾಡಿದರು. ಮಹಿಳೆಯರು ಇಂದು ಎಲ್ಲ ಕ್ಷೇತ್ರಗಳಲ್ಲಿ ಸಾಧನೆ ಮಾಡುತ್ತಿದ್ದಾರೆ. ಆರೋಗ್ಯದ ಬಗ್ಗೆ ಕಾಳಜಿ ವಹಿಸುವುದು ಅತ್ಯಗತ್ಯವಾಗಿದೆ. ಕ್ಯಾನ್ಸರ್ ತಪಾಸಣೆಯನ್ನು ಪ್ರತಿಯೊಬ್ಬರೂ ಮಾಡಿಸಿಕೊಳ್ಳಬೇಕು ಎಂದು ಹೇಳಿದರು. ಕಾರ್ಯಕ್ರಮದಲ್ಲಿ ವೈದ್ಯರು, ಸಂಘಟಕರು, ಸಾರ್ವಜನಿಕರು ಭಾಗವಹಿಸಿದ್ದರು. ಡಾ. ರಾಜೇಶ್ವರಿ, ಸಮಾಜ ಸೇವಕಿ ಮತ್ತು ಪದಾಧಿಕಾರಿಗಳು ಉಪಸ್ಥಿತರಿದ್ದರು. [445, 116, 709, 193]
women-camp-photo [717, 97, 912, 237]
degree-sign: ° [579, 48, 585, 59]
divider [30, 428, 180, 429]
degree-sign: ° [538, 48, 544, 59]
phd-title: ಡಾ. ಸುಬಿಹಾಬಾನುಗೆ ಪಿಎಚ್‌ಡಿ ಪ್ರದಾನ [716, 886, 855, 899]
shivaji-photo [200, 97, 435, 221]
hrudaya-title: ಹೃದಯಾಘಾತದಿಂದ ಗ್ರಾಮಲೆಕ್ಕಾಧಿಕಾರಿ ಸಾವು [39, 899, 173, 927]
